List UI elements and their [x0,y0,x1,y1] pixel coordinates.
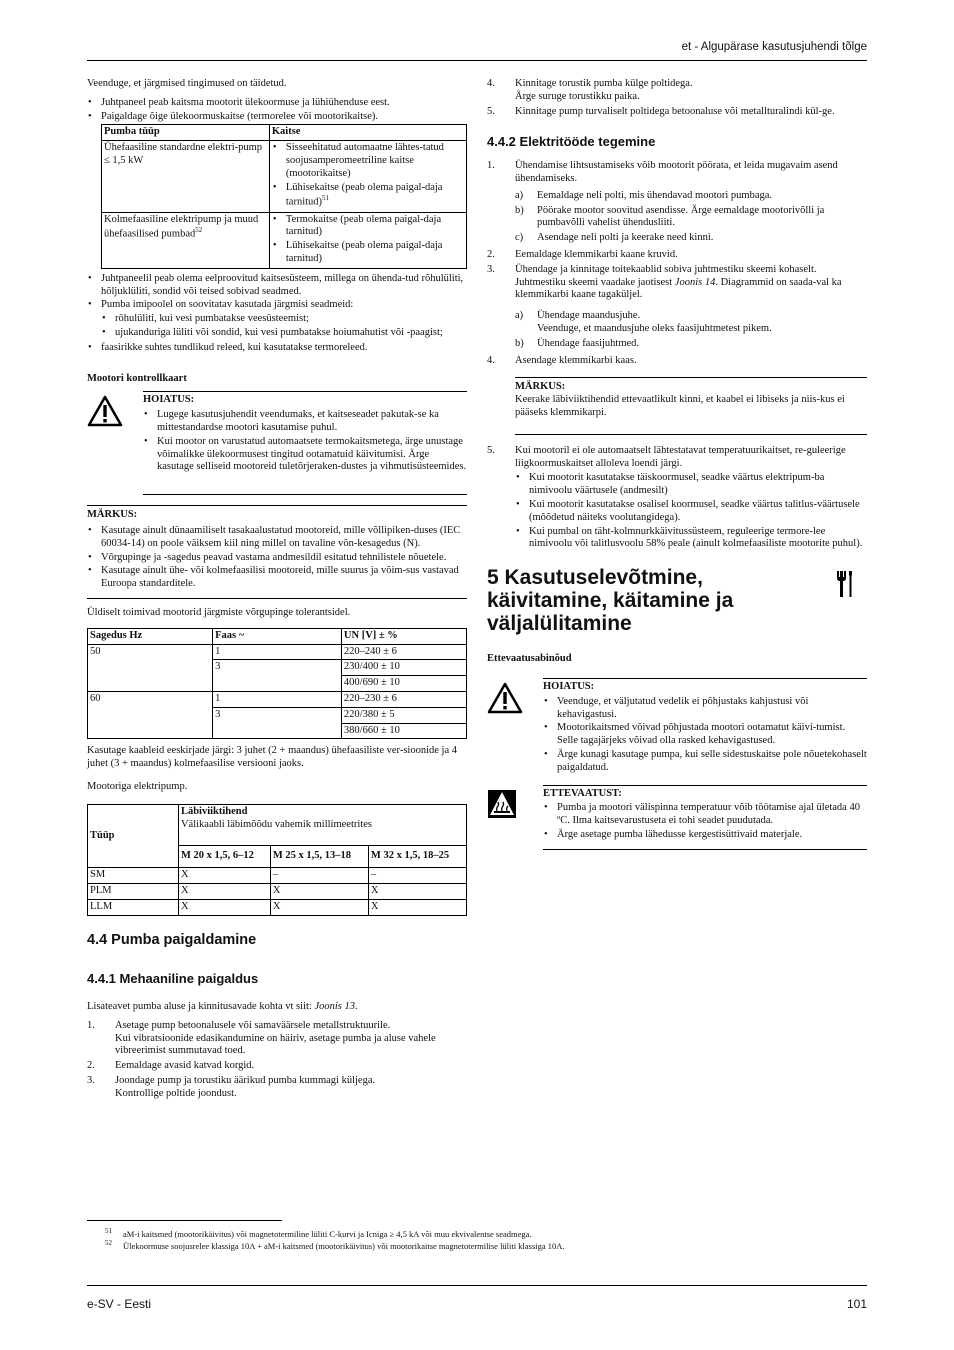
list-item: • Ärge asetage pumba lähedusse kergestisüttivaid materjale. [543,829,867,842]
step-number: 3. [487,263,495,275]
table-cell: X [178,883,270,899]
page-footer [87,1297,867,1312]
step-text: Pöörake mootor soovitud asendisse. Ärge eemaldage mootorivõlli ja pumbavõlli vahelist ühendusliiti. [537,204,825,229]
step-number: 1. [87,1019,95,1031]
step-text: Eemaldage klemmikarbi kaane kruvid. [515,249,678,261]
list-item: • Ärge kunagi kasutage pumpa, kui selle sidestuskaitse pole nõuetekohaselt paigaldatud. [543,749,867,775]
list-item: • ujukanduriga lüliti või sondid, kui vesi pumbatakse hoiumahutist või -paagist; [101,327,467,340]
warning-title: HOIATUS: [143,394,195,406]
step-text-part: . Diagrammid on saada-val ka klemmikarbi kaane tagaküljel. [515,276,842,301]
table-row [102,141,467,212]
pump-type: Kolmefaasiline elektripump ja muud ühefaasilised pumbad [104,213,259,240]
table-cell: SM [88,868,179,884]
table-header: Tüüp [88,804,179,867]
motor-pump-text: Mootoriga elektripump. [87,780,188,792]
step-number: 3. [87,1075,95,1087]
step-number: 5. [487,444,495,456]
table-cell: 50 [88,644,213,691]
left-column [87,78,467,1105]
electrical-steps-continued [487,445,867,551]
step-number: c) [515,232,524,244]
step-text: Kinnitage pump turvaliselt poltidega betoonaluse või metallturalindi kül-ge. [515,105,835,117]
step-number: b) [515,204,524,216]
table-row [88,868,467,884]
table-row [88,899,467,915]
footer-label: e-SV - Eesti [87,1297,152,1311]
step-number: 5. [487,105,495,117]
list-item: • Juhtpaneelil peab olema eelproovitud kaitsesüsteem, millega on ühenda-tud rõhulüliti, hõljuklüliti, sondid või teised sobivad seadmed. [87,273,467,299]
table-cell: 1 [213,644,342,660]
step-text: Ühendage faasijuhtmed. [537,337,640,349]
step-text: Ühendamise lihtsustamiseks võib mootorit pöörata, et leida mugavaim asend ühendamiseks. [515,160,838,185]
motor-checklist-title: Mootori kontrollkaart [87,372,187,384]
figure-link[interactable]: Joonis 14 [674,276,716,288]
list-item: • Kui pumbal on täht-kolmnurkkäivitussüsteem, reguleerige termore-lee nimivoolu või talitlusvoolu 58% peale (ainult kolmefaasiliste mootorite puhul). [515,526,867,552]
table-cell: X [178,868,270,884]
cable-text: Kasutage kaableid eeskirjade järgi: 3 juhet (2 + maandus) ühefaasiliste ver-sioonide ja 4 juhet (3 + maandus) kolmefaasilise versiooni jaoks. [87,745,457,770]
table-header: M 20 x 1,5, 6–12 [178,846,270,868]
list-item [487,445,867,551]
table-cell: 3 [213,660,342,692]
footnote-ref: 52 [195,226,203,235]
list-item: • Mootorikaitsmed võivad põhjustada mootori ootamatut käivi-tumist. Selle tagajärjeks võivad olla rasked kehavigastused. [543,722,867,748]
chapter-heading-5: 5 Kasutuselevõtmine, käivitamine, käitamine ja väljalülitamine [487,566,734,635]
list-item-text: Lühisekaitse (peab olema paigal-daja tarnitud) [285,181,443,208]
list-item [87,1020,467,1058]
list-item: • Kui mootorit kasutatakse osalisel koormusel, seadke väärtus talitlus-väärtusele (mõõdetud näiteks voolutangidega). [515,499,867,525]
list-item: • Kui mootor on varustatud automaatsete termokaitsmetega, ärge unustage võimalikke ülekoormusest tingitud ootamatuid käivitumisi. Ärge kasutage selliseid mootoreid tuletõrjeraken-dustes ja vihmutisüsteemides. [143,436,467,474]
table-cell [269,141,466,212]
table-row [88,883,467,899]
protection-table [101,124,467,268]
footnote-number: 52 [105,1239,112,1247]
section-heading-4-4-2: 4.4.2 Elektritööde tegemine [487,134,656,150]
footnote-ref: 51 [322,194,330,203]
list-item: • Kui mootorit kasutatakse täiskoormusel, seadke väärtus elektripum-ba nimivoolu väärtusele (andmesilt) [515,472,867,498]
caution-title: ETTEVAATUST: [543,787,622,799]
table-row [88,644,467,660]
figure-link[interactable]: Joonis 13 [314,1001,355,1013]
conditions-list [87,97,467,355]
list-item: • Võrgupinge ja -sagedus peavad vastama andmesildil esitatud tehnilistele nõuetele. [87,552,467,565]
table-cell [102,141,270,212]
list-item [515,205,867,231]
cable-gland-table [87,804,467,916]
table-cell: PLM [88,883,179,899]
note-text: Keerake läbiviiktihendid ettevaatlikult kinni, et kaabel ei libiseks ja niis-kus ei pääseks klemmikarpi. [515,394,845,418]
footnote-text: Ülekoormuse soojusrelee klassiga 10A + aM-i kaitsmed (mootorikäivitus) või mootorikaitse magnetotermilise lüliti klassiga 10A. [123,1241,565,1251]
table-cell: 230/400 ± 10 [341,660,466,676]
step-number: 2. [87,1060,95,1072]
table-cell: X [178,899,270,915]
step-text: Ühendage maandusjuhe. [537,310,641,322]
list-item [87,1075,467,1101]
step-number: 4. [487,78,495,89]
mechanical-steps-continued [487,78,867,118]
table-cell: X [270,899,368,915]
list-item [515,310,867,336]
table-header: Sagedus Hz [88,628,213,644]
step-number: b) [515,337,524,349]
table-cell: 400/690 ± 10 [341,676,466,692]
table-cell: 380/660 ± 10 [341,723,466,739]
table-cell: – [270,868,368,884]
list-item-text: Paigaldage õige ülekoormuskaitse (termorelee või mootorikaitse). [101,110,378,122]
step-text: Kinnitage torustik pumba külge poltidega. [515,78,693,89]
table-cell: 220–240 ± 6 [341,644,466,660]
table-cell: X [368,883,466,899]
list-item [487,249,867,262]
footer-divider [87,1285,867,1286]
step-text: Joondage pump ja torustiku äärikud pumba kummagi küljega. [115,1075,376,1087]
table-cell: X [270,883,368,899]
right-column [487,78,867,850]
list-item [87,299,467,339]
page-header: et - Algupärase kasutusjuhendi tõlge [681,41,867,53]
page-number: 101 [846,1297,867,1311]
step-text [515,264,867,302]
list-item: • Kasutage ainult ühe- või kolmefaasilisi mootoreid, mille suurus ja võim-sus vastavad Euroopa standarditele. [87,565,467,591]
warning-box [487,678,867,785]
list-item [487,106,867,119]
mechanical-steps [87,1020,467,1101]
table-cell: – [368,868,466,884]
list-item [515,190,867,203]
list-item: • Lühisekaitse (peab olema paigal-daja tarnitud) [272,240,464,266]
list-item [487,78,867,104]
step-text: Kontrollige poltide joondust. [115,1087,237,1099]
pump-type: Ühefaasiline standardne elektri-pump ≤ 1,5 kW [104,142,263,166]
note-title: MÄRKUS: [515,381,566,393]
step-number: 4. [487,354,495,366]
header-divider [87,60,867,61]
step-text-part: Ühendage ja kinnitage toitekaablid sobiva juhtmestiku skeemi kohaselt. Juhtmestiku skeemi vaadake jaotisest [515,263,817,288]
table-cell [102,212,270,268]
table-cell [269,212,466,268]
step-text: Eemaldage neli polti, mis ühendavad mootori pumbaga. [537,189,773,201]
step-text: Ärge suruge torustikku paika. [515,90,640,102]
warning-icon [87,391,143,495]
hot-surface-icon [487,785,543,850]
list-item [87,1060,467,1073]
table-header: M 25 x 1,5, 13–18 [270,846,368,868]
table-cell: 1 [213,691,342,707]
step-number: a) [515,189,524,201]
mechanical-intro-text: Lisateavet pumba aluse ja kinnitusavade kohta vt siit: [87,1001,315,1013]
step-text: Kui vibratsioonide edasikandumine on häiriv, asetage pumba ja aluse vahele vibreerimist summutavad toed. [115,1032,436,1057]
tolerance-intro: Üldiselt toimivad mootorid järgmiste võrgupinge tolerantsidel. [87,607,351,618]
list-item: • rõhulüliti, kui vesi pumbatakse veesüsteemist; [101,313,467,326]
list-item [515,232,867,245]
list-item: • Termokaitse (peab olema paigal-daja tarnitud) [272,214,464,240]
list-item [487,160,867,245]
table-cell: 220/380 ± 5 [341,707,466,723]
footnote-text: aM-i kaitsmed (mootorikäivitus) või magnetotermiline lüliti C-kurvi ja Icniga ≥ 4,5 kA või muu ekvivalentse seadmega. [123,1229,532,1239]
step-number: a) [515,310,524,322]
electrical-steps [487,160,867,367]
list-item [487,355,867,368]
table-cell: 3 [213,707,342,739]
list-item-text: Pumba imipoolel on soovitatav kasutada järgmisi seadmeid: [101,299,354,311]
list-item: • Sisseehitatud automaatne lähtes-tatud soojusamperomeetriline kaitse (mootorikaitse) [272,142,464,180]
frequency-table [87,628,467,740]
note-title: MÄRKUS: [87,509,138,521]
step-text: Veenduge, et maandusjuhe oleks faasijuhtmetest pikem. [537,323,772,335]
step-number: 2. [487,249,495,261]
note-box [515,377,867,434]
list-item [272,182,464,210]
list-item: • Pumba ja mootori välispinna temperatuur võib töötamise ajal ületada 40 ºC. Ilma kaitsevarustuseta ei tohi seadet puudutada. [543,802,867,828]
table-cell: 60 [88,691,213,738]
list-item: • faasirikke suhtes tundlikud releed, kui kasutatakse termoreleed. [87,342,467,355]
gland-header-sub: Välikaabli läbimõõdu vahemik millimeetrites [180,818,372,830]
intro-text: Veenduge, et järgmised tingimused on täidetud. [87,78,287,89]
step-text: Eemaldage avasid katvad korgid. [115,1060,255,1072]
step-text: Kui mootoril ei ole automaatselt lähtestatavat temperatuurikaitset, re-guleerige liigkoormuskaitset alloleva loendi järgi. [515,444,846,469]
list-item [515,338,867,351]
list-item: • Veenduge, et väljutatud vedelik ei põhjustaks kahjustusi või kehavigastusi. [543,696,867,722]
list-item: • Lugege kasutusjuhendit veendumaks, et kaitseseadet pakutak-se ka mittestandardse mootori kasutamise puhul. [143,409,467,435]
table-row [88,691,467,707]
step-number: 1. [487,160,495,172]
table-header: Pumba tüüp [102,125,270,141]
table-row [102,212,467,268]
step-text: Asendage klemmikarbi kaas. [515,354,637,366]
caution-box [487,785,867,850]
table-header: Kaitse [269,125,466,141]
precautions-title: Ettevaatusabinõud [487,653,572,665]
warning-box [87,391,467,495]
list-item: • Juhtpaneel peab kaitsma mootorit ülekoormuse ja lühiühenduse eest. [87,97,467,110]
mechanical-intro-end: . [355,1001,358,1013]
table-header: Faas ~ [213,628,342,644]
table-cell: X [368,899,466,915]
warning-icon [487,678,543,785]
table-header: UN [V] ± % [341,628,466,644]
gland-header-title: Läbiviiktihend [180,805,248,817]
table-cell: 220–230 ± 6 [341,691,466,707]
footnote-number: 51 [105,1227,112,1235]
step-text: Asetage pump betoonalusele või samaväärsele metallstruktuurile. [115,1019,391,1031]
list-item [87,111,467,269]
table-header [178,804,466,846]
warning-title: HOIATUS: [543,680,595,692]
step-text: Asendage neli polti ja keerake need kinni. [537,232,714,244]
note-box [87,505,467,599]
table-cell: LLM [88,899,179,915]
section-heading-4-4: 4.4 Pumba paigaldamine [87,931,257,948]
tools-icon [835,569,855,604]
mechanical-intro [87,1001,467,1014]
chapter-heading-block [487,567,867,635]
footnote-divider [87,1220,282,1221]
table-header: M 32 x 1,5, 18–25 [368,846,466,868]
section-heading-4-4-1: 4.4.1 Mehaaniline paigaldus [87,971,259,987]
list-item [487,264,867,351]
list-item: • Kasutage ainult dünaamiliselt tasakaalustatud mootoreid, mille võllipiken-duses (IEC 60034-14) on poole väiksem kiil ning millel on tavaline võn-kesagedus (N). [87,525,467,551]
